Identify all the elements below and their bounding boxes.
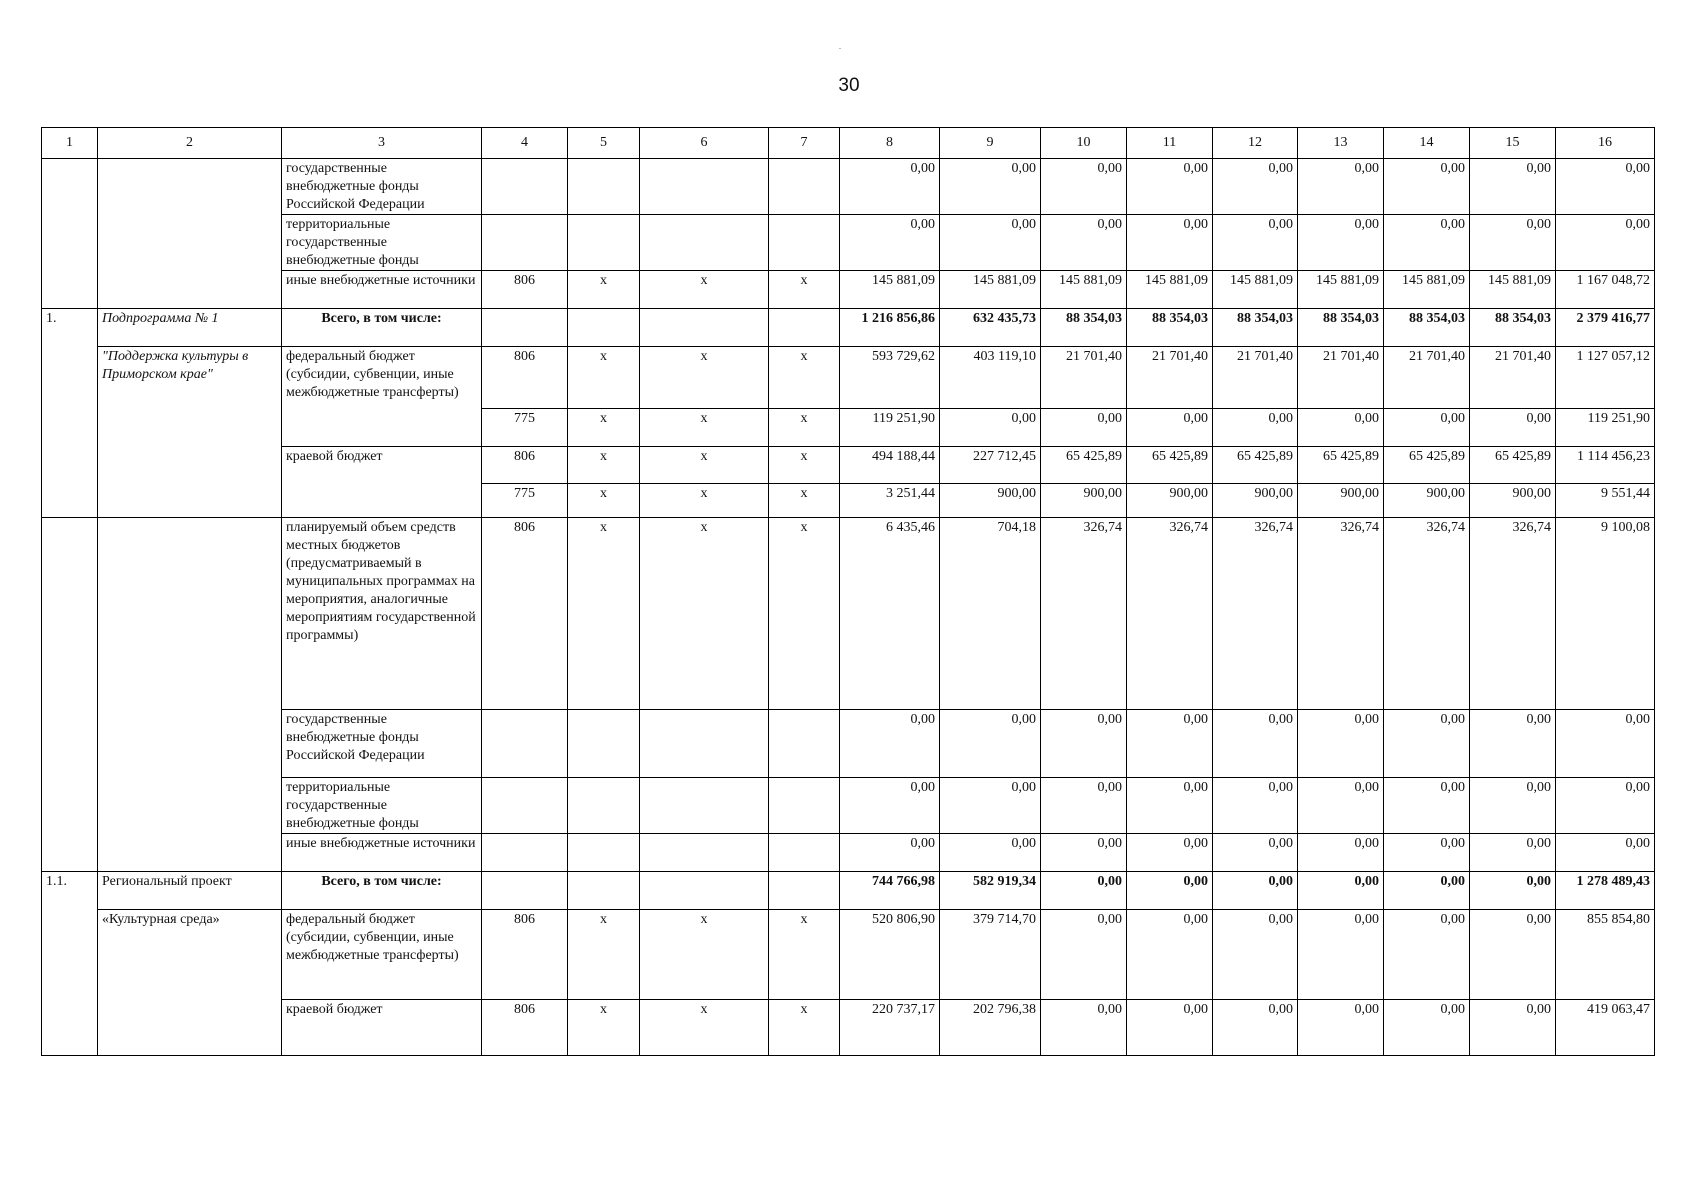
amount-cell: 2 379 416,77 — [1556, 309, 1655, 347]
budget-table — [41, 127, 1655, 1056]
amount-cell: 0,00 — [1041, 409, 1127, 447]
cell-x: х — [640, 447, 769, 484]
amount-cell: 0,00 — [1470, 834, 1556, 872]
amount-cell: 326,74 — [1384, 518, 1470, 710]
amount-cell: 0,00 — [1041, 215, 1127, 271]
amount-cell: 326,74 — [1127, 518, 1213, 710]
budget-code — [482, 215, 568, 271]
amount-cell: 0,00 — [1556, 215, 1655, 271]
cell-x — [568, 710, 640, 778]
empty-cell — [769, 309, 840, 347]
amount-cell: 0,00 — [1041, 778, 1127, 834]
amount-cell: 119 251,90 — [840, 409, 940, 447]
table-row — [42, 710, 1655, 778]
amount-cell: 0,00 — [1213, 834, 1298, 872]
budget-code: 806 — [482, 271, 568, 309]
funding-source: территориальные государственные внебюджетные фонды — [282, 215, 482, 271]
amount-cell: 0,00 — [1384, 215, 1470, 271]
cell-x: х — [568, 518, 640, 710]
column-header: 2 — [98, 128, 282, 159]
cell-x — [769, 215, 840, 271]
cell-x: х — [568, 910, 640, 1000]
amount-cell: 0,00 — [940, 710, 1041, 778]
amount-cell: 88 354,03 — [1470, 309, 1556, 347]
cell-x — [640, 159, 769, 215]
empty-cell — [769, 872, 840, 910]
cell-x: х — [769, 910, 840, 1000]
cell-x — [568, 778, 640, 834]
table-row — [42, 447, 1655, 484]
amount-cell: 0,00 — [1384, 910, 1470, 1000]
table-row — [42, 271, 1655, 309]
table-row — [42, 872, 1655, 910]
program-name — [98, 159, 282, 309]
amount-cell: 0,00 — [1556, 778, 1655, 834]
amount-cell: 65 425,89 — [1384, 447, 1470, 484]
cell-x: х — [640, 1000, 769, 1056]
amount-cell: 0,00 — [840, 710, 940, 778]
column-header: 4 — [482, 128, 568, 159]
table-body — [42, 159, 1655, 1056]
column-header: 9 — [940, 128, 1041, 159]
cell-x: х — [640, 347, 769, 409]
cell-x: х — [568, 409, 640, 447]
amount-cell: 0,00 — [1384, 710, 1470, 778]
amount-cell: 1 114 456,23 — [1556, 447, 1655, 484]
column-header: 1 — [42, 128, 98, 159]
amount-cell: 0,00 — [1470, 1000, 1556, 1056]
column-header: 6 — [640, 128, 769, 159]
amount-cell: 0,00 — [1384, 159, 1470, 215]
amount-cell: 0,00 — [840, 778, 940, 834]
amount-cell: 1 167 048,72 — [1556, 271, 1655, 309]
amount-cell: 0,00 — [940, 834, 1041, 872]
amount-cell: 419 063,47 — [1556, 1000, 1655, 1056]
amount-cell: 900,00 — [1470, 484, 1556, 518]
budget-code: 775 — [482, 409, 568, 447]
amount-cell: 326,74 — [1213, 518, 1298, 710]
amount-cell: 21 701,40 — [1213, 347, 1298, 409]
amount-cell: 145 881,09 — [940, 271, 1041, 309]
row-number: 1. — [42, 309, 98, 518]
amount-cell: 0,00 — [1213, 215, 1298, 271]
table-row — [42, 159, 1655, 215]
empty-cell — [568, 309, 640, 347]
empty-cell — [568, 872, 640, 910]
amount-cell: 0,00 — [1213, 710, 1298, 778]
amount-cell: 0,00 — [1556, 710, 1655, 778]
amount-cell: 0,00 — [1041, 910, 1127, 1000]
amount-cell: 21 701,40 — [1041, 347, 1127, 409]
cell-x — [640, 710, 769, 778]
amount-cell: 0,00 — [840, 834, 940, 872]
amount-cell: 0,00 — [1298, 159, 1384, 215]
cell-x: х — [568, 484, 640, 518]
amount-cell: 0,00 — [1213, 159, 1298, 215]
amount-cell: 900,00 — [1127, 484, 1213, 518]
amount-cell: 0,00 — [1127, 1000, 1213, 1056]
amount-cell: 145 881,09 — [1127, 271, 1213, 309]
amount-cell: 0,00 — [1470, 872, 1556, 910]
funding-source: федеральный бюджет (субсидии, субвенции, иные межбюджетные трансферты) — [282, 347, 482, 447]
amount-cell: 1 278 489,43 — [1556, 872, 1655, 910]
funding-source: территориальные государственные внебюджетные фонды — [282, 778, 482, 834]
cell-x — [769, 710, 840, 778]
cell-x — [568, 834, 640, 872]
amount-cell: 0,00 — [1470, 215, 1556, 271]
amount-cell: 0,00 — [1127, 910, 1213, 1000]
amount-cell: 326,74 — [1041, 518, 1127, 710]
amount-cell: 0,00 — [1298, 910, 1384, 1000]
amount-cell: 145 881,09 — [1213, 271, 1298, 309]
cell-x: х — [568, 447, 640, 484]
amount-cell: 0,00 — [1298, 872, 1384, 910]
cell-x: х — [568, 347, 640, 409]
amount-cell: 0,00 — [1470, 710, 1556, 778]
table-row — [42, 518, 1655, 710]
program-name: "Поддержка культуры в Приморском крае" — [98, 347, 282, 518]
scan-speck — [839, 48, 841, 49]
budget-code: 806 — [482, 347, 568, 409]
budget-code: 806 — [482, 447, 568, 484]
amount-cell: 0,00 — [1127, 409, 1213, 447]
cell-x: х — [769, 271, 840, 309]
amount-cell: 0,00 — [1041, 872, 1127, 910]
amount-cell: 145 881,09 — [1298, 271, 1384, 309]
program-name: «Культурная среда» — [98, 910, 282, 1056]
amount-cell: 0,00 — [1384, 409, 1470, 447]
table-row — [42, 778, 1655, 834]
amount-cell: 704,18 — [940, 518, 1041, 710]
amount-cell: 494 188,44 — [840, 447, 940, 484]
empty-cell — [482, 309, 568, 347]
amount-cell: 202 796,38 — [940, 1000, 1041, 1056]
amount-cell: 0,00 — [1470, 778, 1556, 834]
amount-cell: 326,74 — [1470, 518, 1556, 710]
funding-source: государственные внебюджетные фонды Российской Федерации — [282, 710, 482, 778]
empty-cell — [640, 309, 769, 347]
amount-cell: 6 435,46 — [840, 518, 940, 710]
page-number: 30 — [838, 75, 860, 96]
column-header: 3 — [282, 128, 482, 159]
amount-cell: 0,00 — [1041, 1000, 1127, 1056]
amount-cell: 65 425,89 — [1213, 447, 1298, 484]
cell-x: х — [568, 1000, 640, 1056]
cell-x: х — [769, 347, 840, 409]
amount-cell: 0,00 — [840, 215, 940, 271]
amount-cell: 403 119,10 — [940, 347, 1041, 409]
amount-cell: 88 354,03 — [1127, 309, 1213, 347]
cell-x: х — [769, 484, 840, 518]
amount-cell: 0,00 — [1127, 872, 1213, 910]
header-row — [42, 128, 1655, 159]
amount-cell: 0,00 — [1298, 778, 1384, 834]
total-label: Всего, в том числе: — [282, 872, 482, 910]
cell-x — [568, 159, 640, 215]
amount-cell: 0,00 — [840, 159, 940, 215]
amount-cell: 900,00 — [1041, 484, 1127, 518]
amount-cell: 900,00 — [940, 484, 1041, 518]
amount-cell: 379 714,70 — [940, 910, 1041, 1000]
column-header: 7 — [769, 128, 840, 159]
amount-cell: 0,00 — [1213, 872, 1298, 910]
amount-cell: 65 425,89 — [1127, 447, 1213, 484]
funding-source: краевой бюджет — [282, 447, 482, 518]
cell-x — [568, 215, 640, 271]
cell-x: х — [769, 518, 840, 710]
amount-cell: 632 435,73 — [940, 309, 1041, 347]
row-number — [42, 159, 98, 309]
table-row — [42, 834, 1655, 872]
amount-cell: 900,00 — [1384, 484, 1470, 518]
amount-cell: 855 854,80 — [1556, 910, 1655, 1000]
program-name: Региональный проект — [98, 872, 282, 910]
amount-cell: 65 425,89 — [1470, 447, 1556, 484]
empty-cell — [640, 872, 769, 910]
amount-cell: 0,00 — [1127, 834, 1213, 872]
amount-cell: 0,00 — [1556, 834, 1655, 872]
cell-x: х — [640, 518, 769, 710]
amount-cell: 0,00 — [940, 778, 1041, 834]
amount-cell: 0,00 — [1127, 778, 1213, 834]
amount-cell: 0,00 — [1298, 215, 1384, 271]
amount-cell: 0,00 — [1556, 159, 1655, 215]
column-header: 11 — [1127, 128, 1213, 159]
amount-cell: 0,00 — [1470, 910, 1556, 1000]
amount-cell: 0,00 — [1127, 215, 1213, 271]
amount-cell: 744 766,98 — [840, 872, 940, 910]
column-header: 10 — [1041, 128, 1127, 159]
amount-cell: 88 354,03 — [1213, 309, 1298, 347]
amount-cell: 0,00 — [1470, 159, 1556, 215]
column-header: 12 — [1213, 128, 1298, 159]
column-header: 15 — [1470, 128, 1556, 159]
column-header: 16 — [1556, 128, 1655, 159]
amount-cell: 0,00 — [1041, 159, 1127, 215]
row-number: 1.1. — [42, 872, 98, 1056]
funding-source: государственные внебюджетные фонды Российской Федерации — [282, 159, 482, 215]
cell-x: х — [640, 409, 769, 447]
column-header: 5 — [568, 128, 640, 159]
amount-cell: 900,00 — [1298, 484, 1384, 518]
table-row — [42, 347, 1655, 409]
cell-x: х — [640, 271, 769, 309]
cell-x — [640, 778, 769, 834]
amount-cell: 0,00 — [1213, 409, 1298, 447]
cell-x: х — [640, 484, 769, 518]
amount-cell: 0,00 — [1470, 409, 1556, 447]
table-row — [42, 1000, 1655, 1056]
amount-cell: 0,00 — [1384, 778, 1470, 834]
amount-cell: 9 100,08 — [1556, 518, 1655, 710]
amount-cell: 0,00 — [1298, 834, 1384, 872]
amount-cell: 9 551,44 — [1556, 484, 1655, 518]
funding-source: иные внебюджетные источники — [282, 271, 482, 309]
amount-cell: 227 712,45 — [940, 447, 1041, 484]
amount-cell: 0,00 — [940, 215, 1041, 271]
cell-x — [640, 215, 769, 271]
amount-cell: 900,00 — [1213, 484, 1298, 518]
amount-cell: 65 425,89 — [1298, 447, 1384, 484]
amount-cell: 3 251,44 — [840, 484, 940, 518]
amount-cell: 145 881,09 — [1384, 271, 1470, 309]
budget-code — [482, 159, 568, 215]
amount-cell: 88 354,03 — [1384, 309, 1470, 347]
amount-cell: 593 729,62 — [840, 347, 940, 409]
amount-cell: 520 806,90 — [840, 910, 940, 1000]
amount-cell: 88 354,03 — [1298, 309, 1384, 347]
amount-cell: 582 919,34 — [940, 872, 1041, 910]
cell-x: х — [568, 271, 640, 309]
program-name: Подпрограмма № 1 — [98, 309, 282, 347]
empty-cell — [482, 872, 568, 910]
amount-cell: 0,00 — [1298, 409, 1384, 447]
amount-cell: 0,00 — [1127, 159, 1213, 215]
budget-code: 806 — [482, 518, 568, 710]
amount-cell: 0,00 — [1298, 1000, 1384, 1056]
amount-cell: 0,00 — [1298, 710, 1384, 778]
budget-code — [482, 834, 568, 872]
amount-cell: 119 251,90 — [1556, 409, 1655, 447]
funding-source: планируемый объем средств местных бюджетов (предусматриваемый в муниципальных программах на мероприятия, аналогичные мероприятиям государственной программы) — [282, 518, 482, 710]
program-name — [98, 518, 282, 872]
amount-cell: 0,00 — [1041, 834, 1127, 872]
column-header: 14 — [1384, 128, 1470, 159]
table-row — [42, 215, 1655, 271]
table-row — [42, 309, 1655, 347]
amount-cell: 0,00 — [940, 159, 1041, 215]
amount-cell: 21 701,40 — [1470, 347, 1556, 409]
budget-code: 806 — [482, 1000, 568, 1056]
amount-cell: 21 701,40 — [1127, 347, 1213, 409]
cell-x — [769, 159, 840, 215]
funding-source: иные внебюджетные источники — [282, 834, 482, 872]
amount-cell: 145 881,09 — [1041, 271, 1127, 309]
funding-source: федеральный бюджет (субсидии, субвенции, иные межбюджетные трансферты) — [282, 910, 482, 1000]
amount-cell: 145 881,09 — [840, 271, 940, 309]
column-header: 13 — [1298, 128, 1384, 159]
amount-cell: 65 425,89 — [1041, 447, 1127, 484]
cell-x: х — [769, 409, 840, 447]
cell-x — [769, 778, 840, 834]
cell-x: х — [640, 910, 769, 1000]
amount-cell: 0,00 — [1041, 710, 1127, 778]
budget-code: 775 — [482, 484, 568, 518]
amount-cell: 145 881,09 — [1470, 271, 1556, 309]
amount-cell: 0,00 — [940, 409, 1041, 447]
amount-cell: 0,00 — [1213, 910, 1298, 1000]
amount-cell: 0,00 — [1384, 1000, 1470, 1056]
amount-cell: 1 216 856,86 — [840, 309, 940, 347]
amount-cell: 220 737,17 — [840, 1000, 940, 1056]
cell-x: х — [769, 447, 840, 484]
amount-cell: 21 701,40 — [1384, 347, 1470, 409]
funding-source: краевой бюджет — [282, 1000, 482, 1056]
amount-cell: 326,74 — [1298, 518, 1384, 710]
budget-code — [482, 778, 568, 834]
total-label: Всего, в том числе: — [282, 309, 482, 347]
amount-cell: 1 127 057,12 — [1556, 347, 1655, 409]
cell-x — [769, 834, 840, 872]
amount-cell: 0,00 — [1127, 710, 1213, 778]
row-number — [42, 518, 98, 872]
amount-cell: 0,00 — [1384, 834, 1470, 872]
column-header: 8 — [840, 128, 940, 159]
budget-code — [482, 710, 568, 778]
amount-cell: 21 701,40 — [1298, 347, 1384, 409]
amount-cell: 0,00 — [1213, 1000, 1298, 1056]
budget-code: 806 — [482, 910, 568, 1000]
amount-cell: 0,00 — [1384, 872, 1470, 910]
amount-cell: 88 354,03 — [1041, 309, 1127, 347]
cell-x — [640, 834, 769, 872]
amount-cell: 0,00 — [1213, 778, 1298, 834]
cell-x: х — [769, 1000, 840, 1056]
table-row — [42, 910, 1655, 1000]
